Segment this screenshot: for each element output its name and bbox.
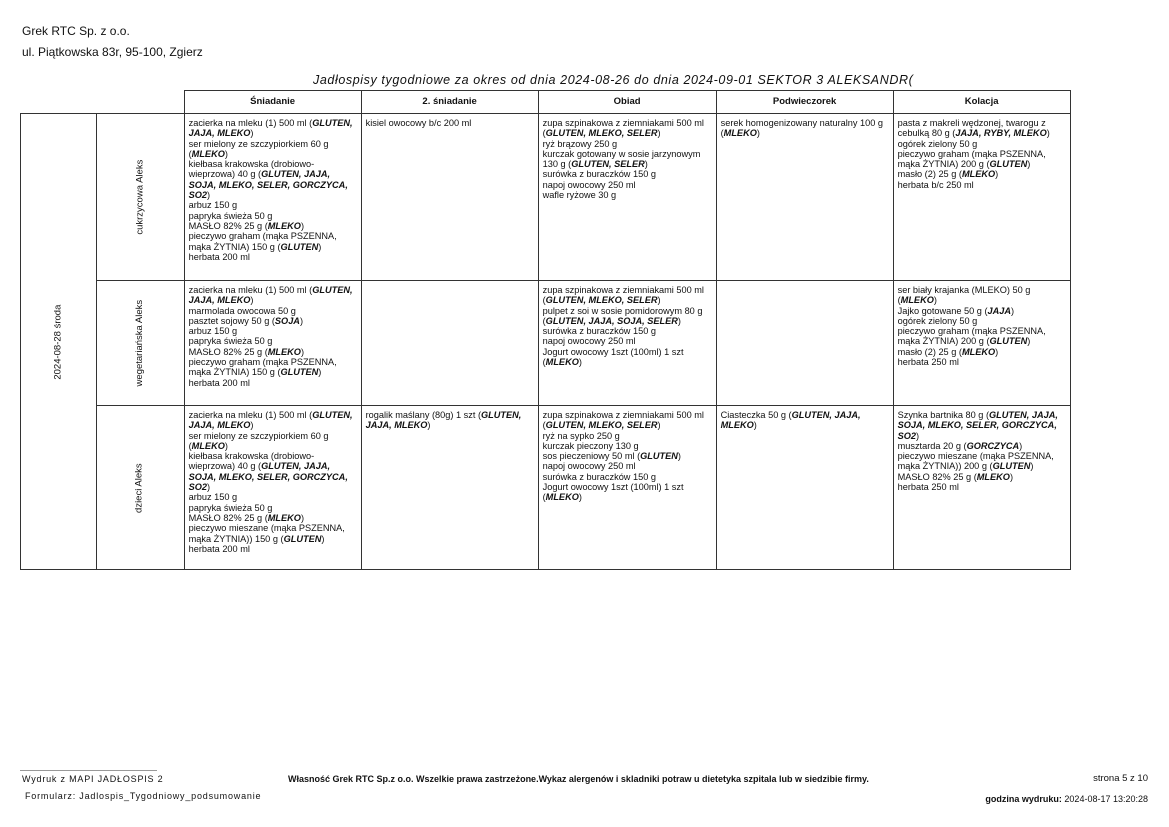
allergen-list: MLEKO bbox=[961, 346, 996, 357]
header-spacer bbox=[97, 91, 185, 114]
dish-text: ogórek zielony 50 g bbox=[897, 315, 978, 326]
menu-item bbox=[898, 410, 1066, 441]
dish-text: ) bbox=[1019, 440, 1023, 451]
dish-text: ) bbox=[756, 128, 760, 139]
dish-text: marmolada owocowa 50 g bbox=[188, 305, 296, 316]
dish-text: ) bbox=[753, 420, 757, 431]
dish-text: ) bbox=[995, 346, 999, 357]
dish-text: Jogurt owocowy 1szt (100ml) 1 szt ( bbox=[542, 482, 684, 503]
dish-text: kiełbasa krakowska (drobiowo-wieprzowa) 40 g ( bbox=[188, 159, 315, 180]
meal-cell-obiad bbox=[538, 281, 716, 406]
allergen-list: MLEKO bbox=[545, 492, 579, 503]
dish-text: Ciasteczka 50 g ( bbox=[720, 410, 792, 420]
document-title: Jadłospisy tygodniowe za okres od dnia 2024-08-26 do dnia 2024-09-01 SEKTOR 3 ALEKSANDR( bbox=[313, 73, 914, 87]
menu-item bbox=[543, 472, 712, 482]
diet-name-cell bbox=[97, 281, 185, 406]
menu-item bbox=[898, 357, 1066, 367]
dish-text: ) bbox=[250, 295, 254, 306]
footer-source: Wydruk z MAPI JADŁOSPIS 2 bbox=[22, 774, 164, 784]
allergen-list: MLEKO bbox=[191, 440, 225, 451]
allergen-list: GLUTEN bbox=[989, 336, 1028, 347]
allergen-list: MLEKO bbox=[976, 471, 1010, 482]
diet-row bbox=[21, 406, 1071, 570]
dish-text: kisiel owocowy b/c 200 ml bbox=[365, 118, 472, 128]
dish-text: surówka z buraczków 150 g bbox=[542, 326, 656, 337]
dish-text: ) bbox=[318, 241, 322, 252]
dish-text: MASŁO 82% 25 g ( bbox=[188, 512, 268, 523]
menu-item bbox=[543, 139, 712, 149]
column-header-podwieczorek: Podwieczorek bbox=[716, 91, 893, 114]
dish-text: ) bbox=[1027, 336, 1031, 347]
dish-text: ) bbox=[250, 420, 254, 431]
meal-cell-obiad bbox=[538, 114, 716, 281]
dish-text: pieczywo graham (mąka PSZENNA, mąka ŻYTNIA) 150 g ( bbox=[188, 231, 337, 252]
dish-text: ryż brązowy 250 g bbox=[542, 138, 618, 149]
menu-item bbox=[189, 431, 357, 452]
allergen-list: JAJA bbox=[987, 305, 1012, 316]
meal-cell-drugie-sniadanie bbox=[361, 281, 538, 406]
header-spacer bbox=[21, 91, 97, 114]
dish-text: ) bbox=[321, 533, 325, 544]
dish-text: ) bbox=[224, 148, 228, 159]
dish-text: ) bbox=[300, 512, 305, 523]
print-timestamp bbox=[985, 794, 1148, 804]
dish-text: ) bbox=[1046, 128, 1050, 139]
menu-item bbox=[189, 221, 357, 231]
footer-divider bbox=[20, 770, 157, 771]
allergen-list: GORCZYCA bbox=[966, 440, 1020, 451]
dish-text: ) bbox=[657, 128, 661, 139]
menu-item bbox=[898, 441, 1066, 451]
print-time-value: 2024-08-17 13:20:28 bbox=[1064, 794, 1148, 804]
menu-item bbox=[189, 513, 357, 523]
dish-text: herbata 200 ml bbox=[188, 377, 250, 388]
dish-text: masło (2) 25 g ( bbox=[897, 346, 962, 357]
diet-name: dzieci Aleks bbox=[134, 463, 146, 513]
dish-text: ) bbox=[916, 430, 920, 441]
dish-text: ) bbox=[578, 357, 582, 368]
menu-item bbox=[543, 180, 712, 190]
dish-text: ) bbox=[677, 315, 681, 326]
header-row bbox=[21, 91, 1071, 114]
menu-item bbox=[898, 139, 1066, 149]
dish-text: ) bbox=[657, 295, 661, 306]
dish-text: ) bbox=[644, 159, 648, 170]
menu-item bbox=[189, 357, 357, 378]
dish-text: rogalik maślany (80g) 1 szt ( bbox=[365, 410, 482, 420]
dish-text: pasta z makreli wędzonej, twarogu z cebulką 80 g ( bbox=[897, 118, 1046, 139]
menu-item bbox=[543, 431, 712, 441]
dish-text: ) bbox=[224, 440, 228, 451]
dish-text: ) bbox=[677, 451, 681, 462]
dish-text: herbata 250 ml bbox=[897, 357, 959, 368]
allergen-list: MLEKO bbox=[267, 346, 301, 357]
dish-text: ) bbox=[207, 482, 211, 493]
diet-name-cell bbox=[97, 114, 185, 281]
meal-cell-obiad bbox=[538, 406, 716, 570]
dish-text: ) bbox=[300, 346, 305, 357]
allergen-list: GLUTEN, SELER bbox=[571, 159, 645, 170]
dish-text: ) bbox=[300, 220, 305, 231]
dish-text: arbuz 150 g bbox=[188, 326, 238, 337]
menu-item bbox=[898, 326, 1066, 347]
allergen-list: GLUTEN, JAJA, MLEKO bbox=[365, 410, 522, 431]
date-label: 2024-08-28 środa bbox=[52, 304, 64, 380]
footer-copyright: Własność Grek RTC Sp.z o.o. Wszelkie prawa zastrzeżone.Wykaz alergenów i skladniki potraw u dietetyka szpitala lub w siedzibie firmy. bbox=[288, 774, 869, 784]
dish-text: zacierka na mleku (1) 500 ml ( bbox=[188, 118, 313, 128]
dish-text: ogórek zielony 50 g bbox=[897, 138, 978, 149]
dish-text: herbata 200 ml bbox=[188, 543, 250, 554]
allergen-list: GLUTEN bbox=[989, 159, 1028, 170]
menu-item bbox=[189, 285, 357, 306]
menu-item bbox=[189, 503, 357, 513]
dish-text: ) bbox=[1011, 305, 1015, 316]
menu-table bbox=[20, 90, 1071, 570]
column-header-obiad: Obiad bbox=[538, 91, 716, 114]
menu-item bbox=[366, 118, 534, 128]
column-header-sniadanie: Śniadanie bbox=[184, 91, 361, 114]
menu-item bbox=[189, 231, 357, 252]
menu-item bbox=[189, 492, 357, 502]
dish-text: papryka świeża 50 g bbox=[188, 210, 273, 221]
diet-name-cell bbox=[97, 406, 185, 570]
dish-text: zupa szpinakowa z ziemniakami 500 ml ( bbox=[542, 410, 704, 431]
dish-text: kiełbasa krakowska (drobiowo-wieprzowa) 40 g ( bbox=[188, 451, 315, 472]
meal-cell-drugie-sniadanie bbox=[361, 406, 538, 570]
date-cell bbox=[21, 114, 97, 570]
menu-item bbox=[898, 180, 1066, 190]
meal-cell-sniadanie bbox=[184, 281, 361, 406]
dish-text: kurczak pieczony 130 g bbox=[542, 440, 639, 451]
page-number: strona 5 z 10 bbox=[1093, 773, 1148, 784]
meal-cell-sniadanie bbox=[184, 406, 361, 570]
dish-text: ) bbox=[578, 492, 582, 503]
dish-text: ) bbox=[207, 190, 211, 201]
meal-cell-kolacja bbox=[893, 406, 1070, 570]
menu-item bbox=[366, 410, 534, 431]
dish-text: ) bbox=[318, 367, 322, 378]
meal-cell-podwieczorek bbox=[716, 281, 893, 406]
allergen-list: GLUTEN, JAJA, MLEKO bbox=[188, 285, 353, 306]
dish-text: herbata 200 ml bbox=[188, 251, 250, 262]
menu-item bbox=[189, 523, 357, 544]
menu-item bbox=[543, 190, 712, 200]
allergen-list: GLUTEN bbox=[640, 451, 678, 462]
dish-text: kurczak gotowany w sosie jarzynowym 130 g ( bbox=[542, 148, 701, 170]
dish-text: ) bbox=[427, 420, 431, 431]
allergen-list: MLEKO bbox=[961, 169, 996, 180]
allergen-list: MLEKO bbox=[191, 148, 225, 159]
menu-item bbox=[543, 461, 712, 471]
dish-text: ser mielony ze szczypiorkiem 60 g ( bbox=[188, 430, 329, 451]
dish-text: MASŁO 82% 25 g ( bbox=[897, 471, 977, 482]
menu-item bbox=[721, 118, 889, 139]
allergen-list: GLUTEN, JAJA, SOJA, MLEKO, SELER, GORCZYCA, SO2 bbox=[188, 169, 348, 201]
meal-cell-sniadanie bbox=[184, 114, 361, 281]
allergen-list: SOJA bbox=[274, 315, 300, 326]
menu-item bbox=[898, 347, 1066, 357]
allergen-list: MLEKO bbox=[900, 295, 934, 306]
dish-text: arbuz 150 g bbox=[188, 492, 238, 503]
dish-text: surówka z buraczków 150 g bbox=[542, 169, 656, 180]
dish-text: napoj owocowy 250 ml bbox=[542, 179, 636, 190]
menu-item bbox=[898, 285, 1066, 306]
dish-text: pieczywo mieszane (mąka PSZENNA, mąka ŻYTNIA)) 150 g ( bbox=[188, 523, 345, 544]
dish-text: ) bbox=[933, 295, 937, 306]
menu-item bbox=[189, 118, 357, 139]
menu-item bbox=[543, 118, 712, 139]
dish-text: ) bbox=[299, 315, 304, 326]
dish-text: MASŁO 82% 25 g ( bbox=[188, 346, 268, 357]
dish-text: zupa szpinakowa z ziemniakami 500 ml ( bbox=[542, 285, 704, 306]
allergen-list: GLUTEN, MLEKO, SELER bbox=[545, 128, 658, 139]
meal-cell-kolacja bbox=[893, 114, 1070, 281]
dish-text: papryka świeża 50 g bbox=[188, 336, 273, 347]
menu-item bbox=[543, 410, 712, 431]
menu-item bbox=[189, 451, 357, 492]
menu-item bbox=[543, 451, 712, 461]
dish-text: papryka świeża 50 g bbox=[188, 502, 273, 513]
allergen-list: MLEKO bbox=[723, 128, 757, 139]
dish-text: herbata b/c 250 ml bbox=[897, 179, 974, 190]
allergen-list: GLUTEN, MLEKO, SELER bbox=[545, 295, 658, 306]
dish-text: herbata 250 ml bbox=[897, 482, 959, 493]
menu-item bbox=[189, 139, 357, 160]
menu-item bbox=[898, 482, 1066, 492]
diet-name: cukrzycowa Aleks bbox=[134, 160, 146, 235]
menu-item bbox=[189, 326, 357, 336]
dish-text: Jajko gotowane 50 g ( bbox=[897, 305, 988, 316]
dish-text: serek homogenizowany naturalny 100 g ( bbox=[720, 118, 884, 139]
dish-text: ) bbox=[1027, 159, 1031, 170]
dish-text: napoj owocowy 250 ml bbox=[542, 461, 636, 472]
allergen-list: GLUTEN, JAJA, MLEKO bbox=[720, 410, 861, 431]
allergen-list: GLUTEN bbox=[992, 461, 1031, 472]
menu-item bbox=[543, 482, 712, 503]
diet-row bbox=[21, 281, 1071, 406]
menu-item bbox=[543, 306, 712, 327]
menu-item bbox=[898, 118, 1066, 139]
allergen-list: GLUTEN, JAJA, MLEKO bbox=[188, 118, 353, 139]
dish-text: arbuz 150 g bbox=[188, 200, 238, 211]
dish-text: zupa szpinakowa z ziemniakami 500 ml ( bbox=[542, 118, 704, 139]
dish-text: ryż na sypko 250 g bbox=[542, 430, 620, 441]
menu-item bbox=[543, 336, 712, 346]
menu-item bbox=[543, 285, 712, 306]
menu-item bbox=[898, 472, 1066, 482]
dish-text: masło (2) 25 g ( bbox=[897, 169, 962, 180]
menu-item bbox=[721, 410, 889, 431]
allergen-list: GLUTEN, JAJA, MLEKO bbox=[188, 410, 353, 431]
dish-text: ) bbox=[1009, 471, 1014, 482]
dish-text: musztarda 20 g ( bbox=[897, 440, 967, 451]
menu-item bbox=[189, 200, 357, 210]
dish-text: pieczywo graham (mąka PSZENNA, mąka ŻYTNIA) 200 g ( bbox=[897, 326, 1046, 347]
allergen-list: MLEKO bbox=[267, 512, 301, 523]
dish-text: ser biały krajanka (MLEKO) 50 g ( bbox=[897, 285, 1031, 306]
menu-item bbox=[189, 211, 357, 221]
dish-text: Jogurt owocowy 1szt (100ml) 1 szt ( bbox=[542, 346, 684, 368]
menu-item bbox=[189, 410, 357, 431]
dish-text: pulpet z soi w sosie pomidorowym 80 g ( bbox=[542, 305, 703, 326]
menu-item bbox=[543, 169, 712, 179]
column-header-drugie-sniadanie: 2. śniadanie bbox=[361, 91, 538, 114]
company-name: Grek RTC Sp. z o.o. bbox=[22, 24, 130, 38]
allergen-list: GLUTEN bbox=[280, 367, 319, 378]
dish-text: wafle ryżowe 30 g bbox=[542, 190, 617, 201]
dish-text: ) bbox=[657, 420, 661, 431]
menu-item bbox=[189, 378, 357, 388]
dish-text: Szynka bartnika 80 g ( bbox=[897, 410, 990, 420]
dish-text: ser mielony ze szczypiorkiem 60 g ( bbox=[188, 138, 329, 159]
column-header-kolacja: Kolacja bbox=[893, 91, 1070, 114]
menu-item bbox=[189, 306, 357, 316]
menu-item bbox=[189, 544, 357, 554]
meal-cell-podwieczorek bbox=[716, 114, 893, 281]
dish-text: zacierka na mleku (1) 500 ml ( bbox=[188, 285, 313, 295]
menu-item bbox=[543, 347, 712, 368]
allergen-list: MLEKO bbox=[267, 220, 301, 231]
menu-item bbox=[898, 149, 1066, 170]
allergen-list: GLUTEN, JAJA, SOJA, SELER bbox=[545, 315, 678, 326]
dish-text: MASŁO 82% 25 g ( bbox=[188, 220, 268, 231]
menu-item bbox=[189, 316, 357, 326]
dish-text: sos pieczeniowy 50 ml ( bbox=[542, 451, 641, 462]
allergen-list: MLEKO bbox=[545, 357, 579, 368]
menu-item bbox=[898, 451, 1066, 472]
menu-item bbox=[543, 441, 712, 451]
print-time-label: godzina wydruku: bbox=[985, 794, 1062, 804]
dish-text: pieczywo graham (mąka PSZENNA, mąka ŻYTNIA) 200 g ( bbox=[897, 148, 1046, 170]
meal-cell-podwieczorek bbox=[716, 406, 893, 570]
allergen-list: JAJA, RYBY, MLEKO bbox=[955, 128, 1047, 139]
dish-text: zacierka na mleku (1) 500 ml ( bbox=[188, 410, 313, 420]
company-address: ul. Piątkowska 83r, 95-100, Zgierz bbox=[22, 45, 203, 59]
dish-text: pasztet sojowy 50 g ( bbox=[188, 315, 275, 326]
allergen-list: GLUTEN, JAJA, SOJA, MLEKO, SELER, GORCZYCA, SO2 bbox=[897, 410, 1058, 441]
dish-text: napoj owocowy 250 ml bbox=[542, 336, 636, 347]
menu-item bbox=[189, 252, 357, 262]
menu-item bbox=[543, 149, 712, 170]
dish-text: ) bbox=[995, 169, 999, 180]
menu-item bbox=[898, 169, 1066, 179]
menu-item bbox=[898, 306, 1066, 316]
meal-cell-kolacja bbox=[893, 281, 1070, 406]
menu-item bbox=[898, 316, 1066, 326]
dish-text: ) bbox=[1030, 461, 1034, 472]
menu-item bbox=[189, 347, 357, 357]
dish-text: pieczywo graham (mąka PSZENNA, mąka ŻYTNIA) 150 g ( bbox=[188, 357, 337, 378]
diet-row bbox=[21, 114, 1071, 281]
allergen-list: GLUTEN bbox=[283, 533, 322, 544]
diet-name: wegetariańska Aleks bbox=[134, 300, 146, 387]
allergen-list: GLUTEN, JAJA, SOJA, MLEKO, SELER, GORCZYCA, SO2 bbox=[188, 461, 348, 493]
meal-cell-drugie-sniadanie bbox=[361, 114, 538, 281]
dish-text: pieczywo mieszane (mąka PSZENNA, mąka ŻYTNIA)) 200 g ( bbox=[897, 451, 1054, 472]
menu-item bbox=[543, 326, 712, 336]
allergen-list: GLUTEN bbox=[280, 241, 319, 252]
footer-form-name: Formularz: Jadlospis_Tygodniowy_podsumowanie bbox=[25, 791, 262, 801]
menu-item bbox=[189, 159, 357, 200]
allergen-list: GLUTEN, MLEKO, SELER bbox=[545, 420, 658, 431]
dish-text: surówka z buraczków 150 g bbox=[542, 471, 656, 482]
menu-item bbox=[189, 336, 357, 346]
dish-text: ) bbox=[250, 128, 254, 139]
